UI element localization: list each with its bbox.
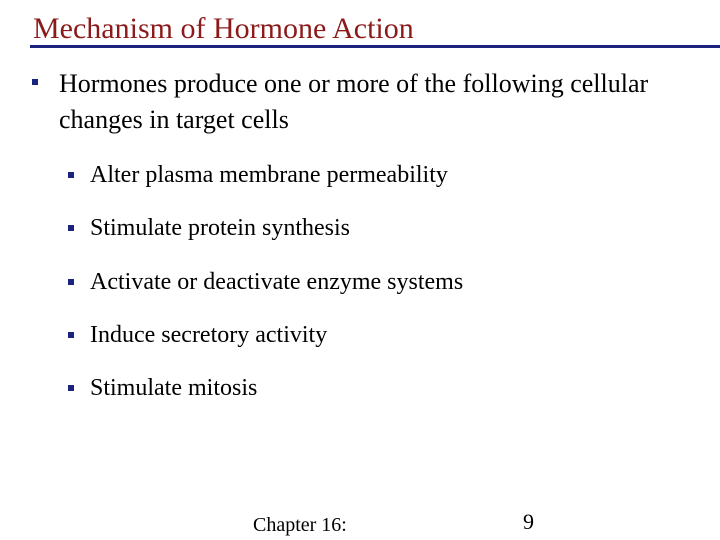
sub-bullet-text: Alter plasma membrane permeability xyxy=(90,162,448,188)
sub-bullet-text: Stimulate protein synthesis xyxy=(90,215,350,241)
sub-bullet-marker xyxy=(68,385,74,391)
sub-bullet-marker xyxy=(68,172,74,178)
sub-bullet-marker xyxy=(68,225,74,231)
footer-chapter: Chapter 16: xyxy=(253,514,347,536)
sub-bullet-text: Activate or deactivate enzyme systems xyxy=(90,269,464,295)
sub-bullet-text: Stimulate mitosis xyxy=(90,375,258,401)
sub-bullet-marker xyxy=(68,332,74,338)
main-bullet-text: Hormones produce one or more of the following cellular changes in target cells xyxy=(59,69,649,134)
page-number: 9 xyxy=(523,509,534,534)
slide-title: Mechanism of Hormone Action xyxy=(33,12,414,45)
sub-bullet-marker xyxy=(68,279,74,285)
sub-bullet-text: Induce secretory activity xyxy=(90,322,328,348)
title-underline xyxy=(30,45,720,48)
main-bullet-marker xyxy=(32,79,38,85)
